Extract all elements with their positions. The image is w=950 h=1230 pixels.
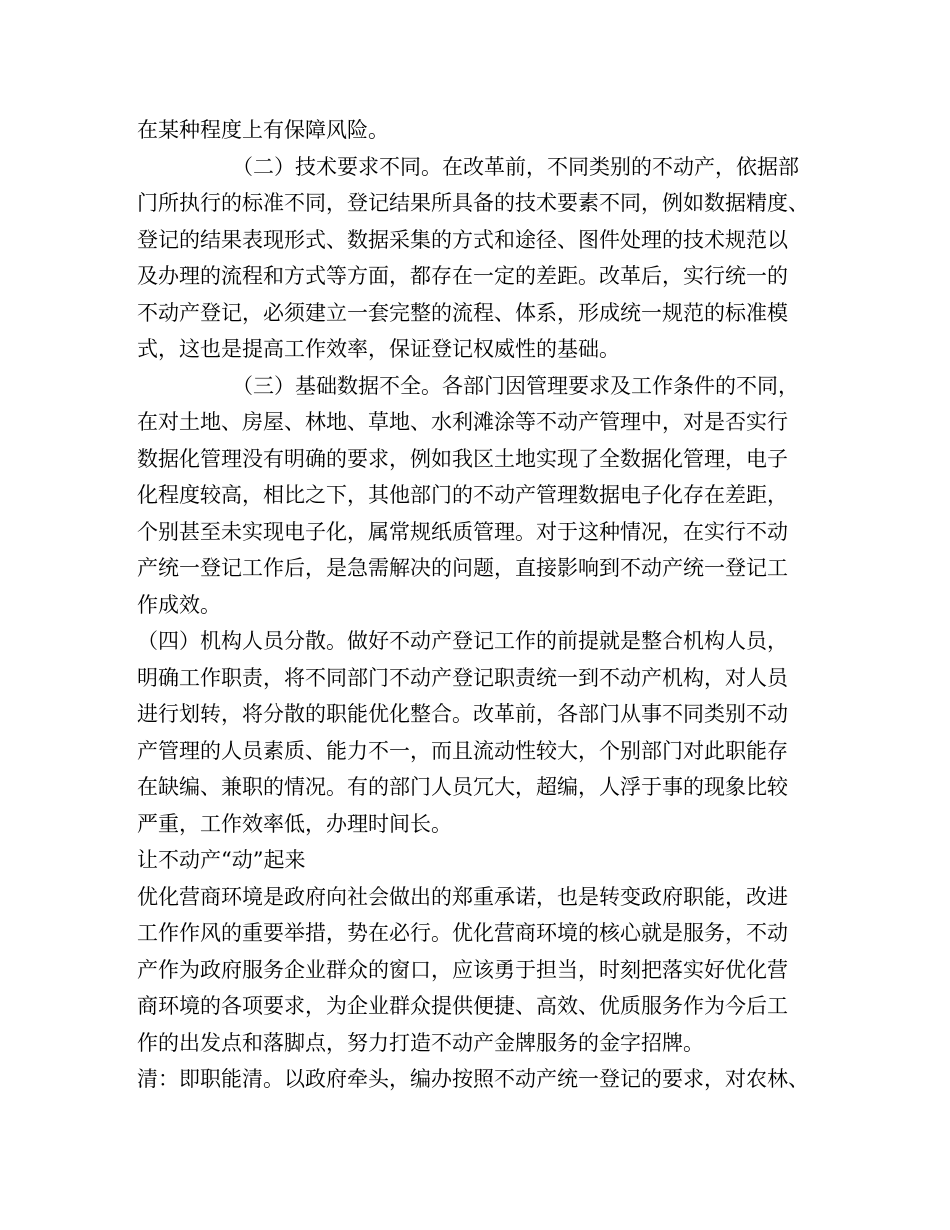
text-line: 产作为政府服务企业群众的窗口，应该勇于担当，时刻把落实好优化营 (137, 957, 788, 982)
text-line: 工作作风的重要举措，势在必行。优化营商环境的核心就是服务，不动 (137, 921, 788, 945)
text-line: 优化营商环境是政府向社会做出的郑重承诺，也是转变政府职能，改进 (137, 884, 788, 909)
text-line: 严重，工作效率低，办理时间长。 (137, 811, 452, 836)
text-line: 商环境的各项要求，为企业群众提供便捷、高效、优质服务作为今后工 (137, 994, 788, 1018)
text-line: 数据化管理没有明确的要求，例如我区土地实现了全数据化管理，电子 (137, 446, 788, 471)
section-heading-line: （四）机构人员分散。做好不动产登记工作的前提就是整合机构人员， (137, 629, 788, 653)
text-line: 及办理的流程和方式等方面，都存在一定的差距。改革后，实行统一的 (137, 264, 788, 288)
text-line: 产管理的人员素质、能力不一，而且流动性较大，个别部门对此职能存 (137, 738, 788, 763)
section-heading-line: （二）技术要求不同。在改革前，不同类别的不动产，依据部 (232, 154, 799, 179)
text-line: 门所执行的标准不同，登记结果所具备的技术要素不同，例如数据精度、 (137, 191, 809, 215)
text-line: 作的出发点和落脚点，努力打造不动产金牌服务的金字招牌。 (137, 1030, 704, 1055)
text-line: 式，这也是提高工作效率，保证登记权威性的基础。 (137, 337, 620, 361)
text-line: 明确工作职责，将不同部门不动产登记职责统一到不动产机构，对人员 (137, 665, 788, 690)
text-line: 登记的结果表现形式、数据采集的方式和途径、图件处理的技术规范以 (137, 227, 788, 252)
text-line: 进行划转，将分散的职能优化整合。改革前，各部门从事不同类别不动 (137, 702, 788, 726)
text-line: 清：即职能清。以政府牵头，编办按照不动产统一登记的要求，对农林、 (137, 1067, 809, 1091)
subheading-line: 让不动产“动”起来 (137, 848, 306, 872)
text-line: 在对土地、房屋、林地、草地、水利滩涂等不动产管理中，对是否实行 (137, 410, 788, 434)
text-line: 在某种程度上有保障风险。 (137, 118, 389, 142)
text-line: 个别甚至未实现电子化，属常规纸质管理。对于这种情况，在实行不动 (137, 519, 788, 544)
text-line: 不动产登记，必须建立一套完整的流程、体系，形成统一规范的标准模 (137, 300, 788, 325)
text-line: 在缺编、兼职的情况。有的部门人员冗大，超编，人浮于事的现象比较 (137, 775, 788, 799)
text-line: 化程度较高，相比之下，其他部门的不动产管理数据电子化存在差距， (137, 483, 788, 507)
body-text (137, 112, 827, 1098)
section-heading-line: （三）基础数据不全。各部门因管理要求及工作条件的不同， (232, 373, 799, 398)
text-line: 产统一登记工作后，是急需解决的问题，直接影响到不动产统一登记工 (137, 556, 788, 580)
text-line: 作成效。 (137, 592, 221, 617)
